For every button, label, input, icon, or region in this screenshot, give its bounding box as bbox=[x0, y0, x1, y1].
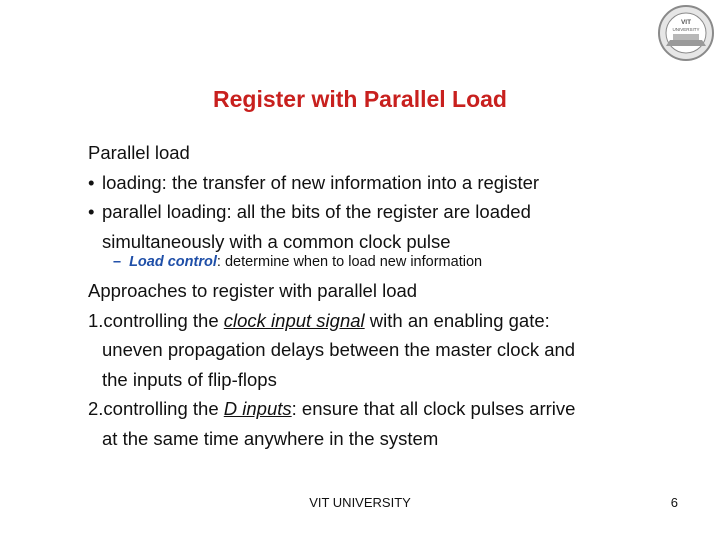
bullet-text: parallel loading: all the bits of the register are loaded bbox=[102, 201, 531, 222]
university-logo bbox=[656, 4, 716, 62]
slide-body bbox=[88, 138, 688, 453]
university-seal-icon bbox=[656, 4, 716, 62]
bullet-parallel-loading-cont: simultaneously with a common clock pulse bbox=[102, 230, 451, 252]
dash-marker: – bbox=[113, 254, 122, 270]
page-number: 6 bbox=[670, 495, 678, 510]
bullet-text: loading: the transfer of new information into a register bbox=[102, 171, 540, 193]
approach-1 bbox=[88, 306, 688, 336]
approach-2-cont: at the same time anywhere in the system bbox=[102, 427, 439, 449]
approach-2 bbox=[88, 394, 688, 424]
load-control-term: Load control bbox=[129, 254, 217, 270]
approach-1-cont-1: uneven propagation delays between the master clock and bbox=[102, 339, 576, 360]
approach-1-suffix: with an enabling gate: bbox=[364, 309, 550, 331]
footer-text: VIT UNIVERSITY bbox=[309, 495, 411, 510]
load-control-desc: : determine when to load new information bbox=[216, 254, 483, 270]
bullet-loading bbox=[88, 168, 688, 198]
approach-1-cont-2: the inputs of flip-flops bbox=[102, 368, 277, 390]
logo-vit-text: VIT bbox=[680, 19, 692, 26]
sub-bullet-load-control bbox=[88, 250, 688, 274]
d-inputs-term: D inputs bbox=[223, 398, 292, 419]
slide-title: Register with Parallel Load bbox=[213, 86, 507, 112]
bullet-marker: • bbox=[88, 171, 95, 193]
approach-2-prefix: 2.controlling the bbox=[88, 398, 224, 419]
bullet-parallel-loading bbox=[88, 197, 688, 227]
clock-input-signal-term: clock input signal bbox=[223, 309, 365, 331]
approach-2-suffix: : ensure that all clock pulses arrive bbox=[291, 398, 576, 419]
bullet-marker: • bbox=[88, 201, 95, 222]
approach-1-prefix: 1.controlling the bbox=[88, 309, 224, 331]
heading-parallel-load: Parallel load bbox=[88, 142, 190, 163]
heading-approaches: Approaches to register with parallel load bbox=[88, 280, 418, 301]
logo-university-text: UNIVERSITY bbox=[672, 27, 700, 32]
